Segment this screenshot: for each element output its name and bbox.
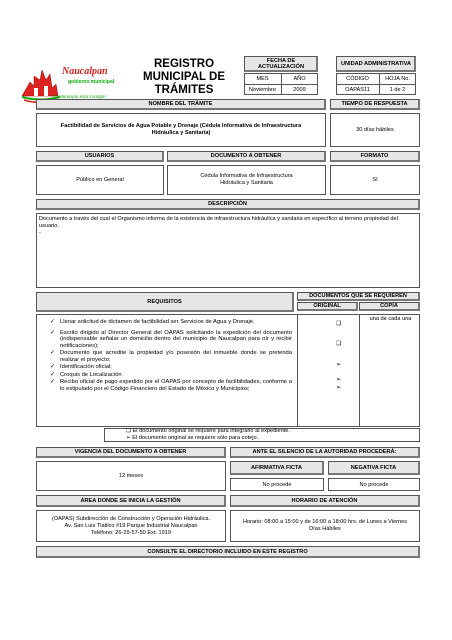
fecha-mes: Noviembre (248, 86, 277, 93)
unidad-codigo: OAPAS11 (345, 86, 370, 93)
list-item: ✓ Escrito dirigido al Director General del OAPAS solicitando la expedición del documento (indispensable señalar un domicilio dentro del municipio de Naucalpan para oír y recibir notificaciones); (50, 329, 292, 349)
respuesta-header: TIEMPO DE RESPUESTA (330, 99, 420, 110)
afirmativa-header: AFIRMATIVA FICTA (230, 461, 324, 475)
unidad-codigo-label: CÓDIGO (346, 75, 369, 82)
vigencia-text: 12 meses (36, 461, 226, 491)
legend-integrar: El documento original se requiere sólo para cotejo. (132, 435, 259, 441)
horario-text: Horario: 08:00 a 15:00 y de 16:00 a 18:00 hrs. de Lunes a Viernes Días Hábiles (230, 510, 420, 542)
descripcion-dash: - (39, 230, 41, 236)
check-icon: ✓ (50, 329, 56, 336)
documento-header: DOCUMENTO A OBTENER (167, 151, 326, 162)
list-item: ✓ Documento que acredite la propiedad y/o posesión del inmueble donde se pretenda realizar el proyecto; (50, 350, 292, 363)
title-line-1: REGISTRO (153, 58, 215, 70)
formato-text: SI (330, 165, 420, 195)
box-icon: ❑ (336, 321, 342, 327)
logo-brand: Naucalpan (62, 66, 108, 77)
list-item: ✓ Llenar solicitud de dictamen de factibilidad ser Servicios de Agua y Drenaje. (50, 319, 255, 325)
title-line-2: MUNICIPAL DE (143, 71, 225, 83)
fecha-anio: 2009 (293, 86, 306, 93)
logo-tagline: gobierno municipal (68, 79, 115, 85)
documento-text: Cédula Informativa de Infraestructura Hidráulica y Sanitaria (167, 165, 326, 195)
copia-header: COPIA (359, 302, 420, 311)
fecha-mes-label: MES (256, 75, 269, 82)
unidad-hoja: 1 de 2 (389, 86, 406, 93)
descripcion-header: DESCRIPCIÓN (36, 199, 420, 210)
fecha-header: FECHA DE ACTUALIZACIÓN (258, 58, 304, 70)
legend-cotejo-row (126, 428, 290, 435)
list-item: ✓ Croquis de Localización (50, 371, 122, 378)
tramite-text: Factibilidad de Servicios de Agua Potable y Drenaje (Cédula Informativa de Infraestructura Hidráulica y Sanitaria) (36, 113, 326, 147)
box-icon: ❑ (126, 428, 132, 434)
list-item: ✓ Identificación oficial; (50, 364, 112, 370)
area-line-1: (OAPAS) Subdirección de Construcción y Operación Hidráulica. (51, 515, 211, 522)
arrow-icon: ➢ (126, 435, 131, 441)
silencio-header: ANTE EL SILENCIO DE LA AUTORIDAD PROCEDERÁ: (230, 447, 420, 458)
descripcion-text: Documento a través del cual el Organismo informa de la existencia de infraestructura hidráulica y sanitaria en específico al terreno propiedad del usuario. (39, 216, 398, 229)
descripcion-box (36, 213, 420, 288)
list-item: ✓ Recibo oficial de pago expedido por el OAPAS por concepto de factibilidades, conforme a lo estipulado por el Código Financiero del Estado de México y Municipios; (50, 379, 292, 392)
arrow-icon: ➢ (336, 385, 342, 391)
page-title (136, 58, 232, 97)
title-line-3: TRÁMITES (154, 84, 214, 96)
check-icon: ✓ (50, 350, 56, 356)
check-icon: ✓ (50, 319, 56, 325)
negativa-header: NEGATIVA FICTA (328, 461, 420, 475)
respuesta-text: 30 días hábiles (330, 113, 420, 147)
arrow-icon: ➢ (336, 362, 342, 368)
usuarios-text: Público en General (36, 165, 164, 195)
tramite-header: NOMBRE DEL TRÁMITE (36, 99, 326, 110)
unidad-hoja-label: HOJA No. (385, 75, 410, 82)
check-icon: ✓ (50, 371, 56, 378)
check-icon: ✓ (50, 364, 56, 370)
area-line-3: Teléfono: 26-29-57-50 Ext. 1919 (91, 529, 171, 536)
copia-note: una de cada una (369, 316, 412, 322)
formato-header: FORMATO (330, 151, 420, 162)
legend-cotejo: El documento original se requiere para integrarlo al expediente. (132, 428, 290, 434)
afirmativa-text: No procede (230, 478, 324, 491)
usuarios-header: USUARIOS (36, 151, 164, 162)
horario-header: HORARIO DE ATENCIÓN (230, 495, 420, 507)
check-icon: ✓ (50, 379, 56, 385)
unidad-header: UNIDAD ADMINISTRATIVA (340, 61, 412, 67)
logo-motto: ¡El Municipio esta contigo! (52, 94, 106, 99)
vigencia-header: VIGENCIA DEL DOCUMENTO A OBTENER (36, 447, 226, 458)
requisitos-header: REQUISITOS (36, 292, 294, 312)
fecha-anio-label: AÑO (293, 75, 306, 82)
area-box (36, 510, 226, 542)
area-line-2: Av. San Luis Tlatilco #19 Parque Industrial Naucalpan (64, 522, 198, 529)
area-header: ÁREA DONDE SE INICIA LA GESTIÓN (36, 495, 226, 507)
consulte-banner: CONSULTE EL DIRECTORIO INCLUIDO EN ESTE REGISTRO (36, 546, 420, 558)
requisitos-list (48, 319, 292, 393)
docs-header: DOCUMENTOS QUE SE REQUIEREN (297, 292, 420, 301)
arrow-icon: ➢ (336, 377, 342, 383)
negativa-text: No procede (328, 478, 420, 491)
original-header: ORIGINAL (297, 302, 358, 311)
legend-integrar-row (126, 435, 258, 442)
box-icon: ❑ (336, 341, 342, 347)
